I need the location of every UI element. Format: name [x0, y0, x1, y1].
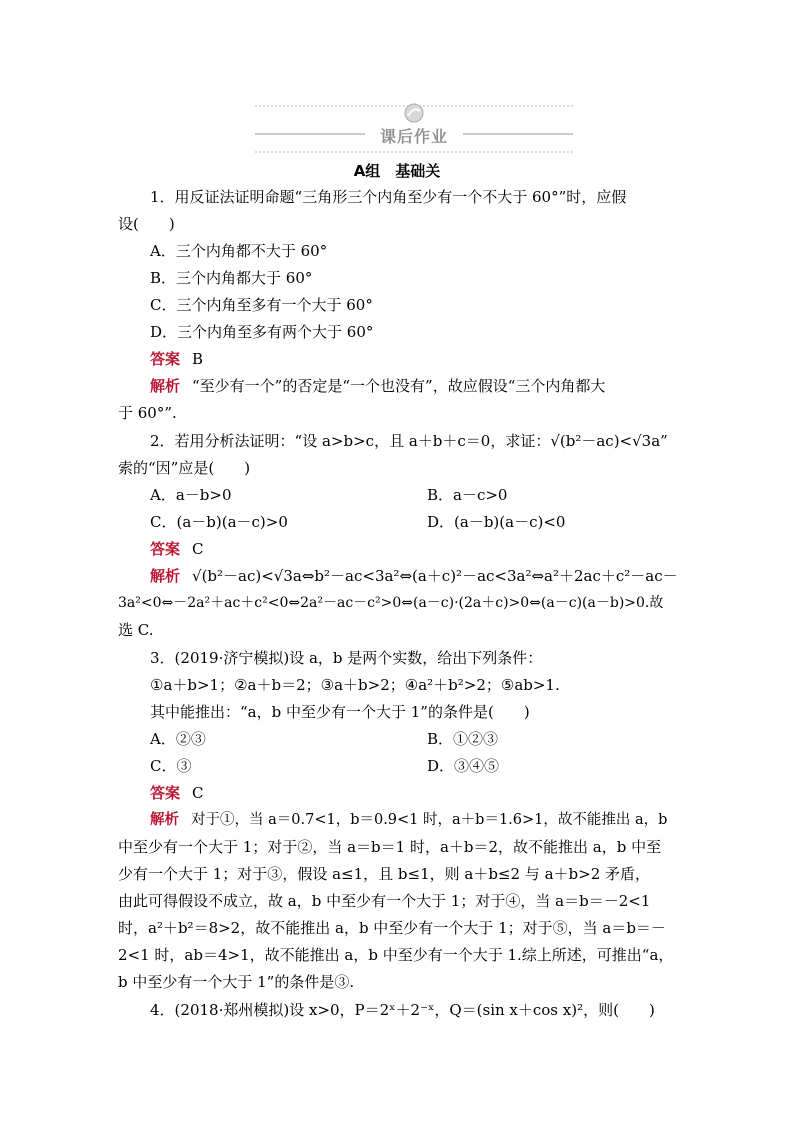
q3-analysis-line1: 对于①，当 a＝0.7<1，b＝0.9<1 时，a＋b＝1.6>1，故不能推出 a，b [191, 812, 668, 828]
q2-answer: C [192, 540, 204, 558]
q3-option-d: D．③④⑤ [427, 757, 500, 775]
q4-stem-line1: 4．(2018·郑州模拟)设 x>0，P＝2ˣ＋2⁻ˣ，Q＝(sin x＋cos x)²，则( ) [150, 1001, 655, 1019]
answer-label: 答案 [150, 784, 181, 802]
q2-analysis-line2: 3a²<0⇔－2a²＋ac＋c²<0⇔2a²－ac－c²>0⇔(a－c)·(2a＋c)>0⇔(a－c)(a－b)>0.故 [118, 595, 664, 611]
group-title: A组 基础关 [353, 162, 441, 180]
q1-option-a: A．三个内角都不大于 60° [150, 242, 328, 260]
q1-analysis-line1: “至少有一个”的否定是“一个也没有”，故应假设“三个内角都大 [192, 377, 606, 395]
q2-option-a: A．a－b>0 [150, 486, 232, 504]
q1-stem-line1: 1．用反证法证明命题“三角形三个内角至少有一个不大于 60°”时，应假 [150, 188, 627, 206]
q3-conditions: ①a＋b>1；②a＋b＝2；③a＋b>2；④a²＋b²>2；⑤ab>1. [150, 676, 560, 694]
q1-stem-line2: 设( ) [118, 215, 175, 233]
q1-option-b: B．三个内角都大于 60° [150, 269, 313, 287]
q1-option-c: C．三个内角至多有一个大于 60° [150, 296, 373, 314]
q3-analysis-line7: b 中至少有一个大于 1”的条件是③. [118, 973, 355, 991]
q3-analysis-line3: 少有一个大于 1；对于③，假设 a≤1，且 b≤1，则 a＋b≤2 与 a＋b>2 矛盾， [118, 865, 651, 883]
banner-title: 课后作业 [379, 127, 448, 146]
q3-answer-row [150, 780, 204, 806]
analysis-label: 解析 [150, 567, 181, 585]
q2-stem-line1: 2．若用分析法证明：“设 a>b>c，且 a＋b＋c＝0，求证：√(b²－ac)<√3a” [150, 432, 668, 450]
answer-label: 答案 [150, 540, 181, 558]
q1-analysis-line2: 于 60°”. [118, 404, 177, 422]
q3-analysis-line5: 时，a²＋b²＝8>2，故不能推出 a，b 中至少有一个大于 1；对于⑤，当 a＝b＝－ [118, 919, 666, 937]
q2-option-d: D．(a－b)(a－c)<0 [427, 513, 566, 531]
q3-analysis-line2: 中至少有一个大于 1；对于②，当 a＝b＝1 时，a＋b＝2，故不能推出 a，b 中至 [118, 838, 662, 856]
q1-answer-row [150, 346, 203, 372]
q2-option-b: B．a－c>0 [427, 486, 508, 504]
q3-option-b: B．①②③ [427, 730, 499, 748]
q2-answer-row [150, 536, 204, 562]
q3-analysis-line6: 2<1 时，ab＝4>1，故不能推出 a，b 中至少有一个大于 1.综上所述，可推出“a， [118, 946, 674, 964]
analysis-label: 解析 [150, 812, 179, 828]
analysis-label: 解析 [150, 377, 181, 395]
q2-option-c: C．(a－b)(a－c)>0 [150, 513, 288, 531]
q3-answer: C [192, 784, 204, 802]
q2-analysis-line3: 选 C. [118, 621, 154, 639]
q1-answer: B [192, 350, 204, 368]
q3-analysis-row [150, 807, 667, 833]
q3-option-a: A．②③ [150, 730, 206, 748]
answer-label: 答案 [150, 350, 181, 368]
q3-stem-line1: 3．(2019·济宁模拟)设 a，b 是两个实数，给出下列条件： [150, 649, 543, 667]
q3-option-c: C．③ [150, 757, 192, 775]
q1-option-d: D．三个内角至多有两个大于 60° [150, 323, 374, 341]
q3-analysis-line4: 由此可得假设不成立，故 a，b 中至少有一个大于 1；对于④，当 a＝b＝－2<1 [118, 892, 651, 910]
q2-stem-line2: 索的“因”应是( ) [118, 459, 251, 477]
homework-banner [255, 100, 573, 158]
q3-stem-line3: 其中能推出：“a，b 中至少有一个大于 1”的条件是( ) [150, 703, 530, 721]
q2-analysis-line1: √(b²－ac)<√3a⇔b²－ac<3a²⇔(a＋c)²－ac<3a²⇔a²＋2ac＋c²－ac－ [192, 567, 678, 585]
q1-analysis-row [150, 373, 605, 399]
q2-analysis-row [150, 563, 678, 589]
